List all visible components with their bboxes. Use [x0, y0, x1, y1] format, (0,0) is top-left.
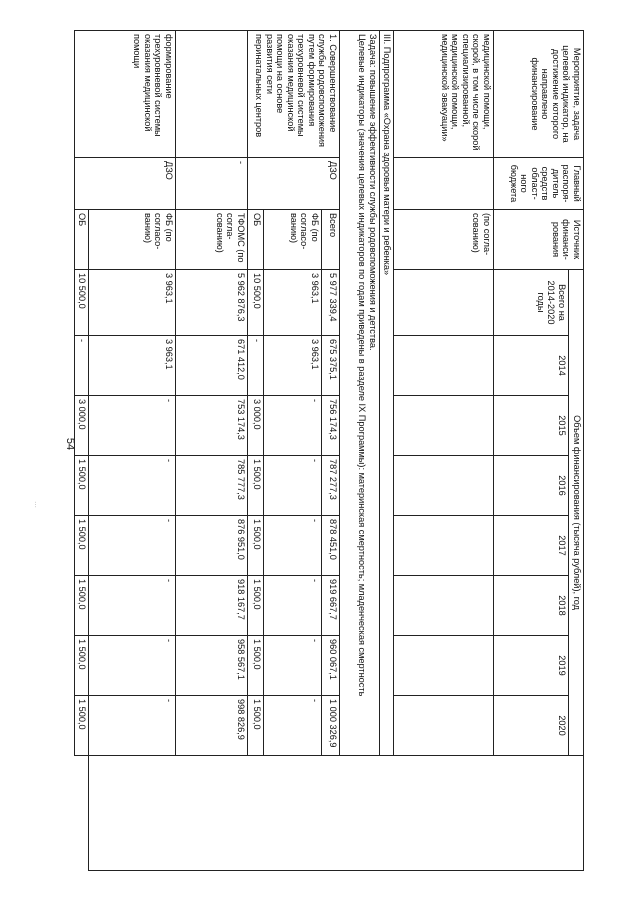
table-row	[322, 31, 340, 871]
value-cell: 998 826,9	[176, 696, 248, 756]
measure2-admin: ДЗО	[75, 158, 176, 210]
value-cell: 3 963,1	[264, 336, 322, 396]
value-cell: 958 567,1	[176, 636, 248, 696]
header-source: Источник финанси-рования	[494, 210, 584, 270]
value-cell: 1 500,0	[75, 696, 89, 756]
header-year-2014: 2014	[494, 336, 569, 396]
value-cell: -	[264, 396, 322, 456]
header-year-2018: 2018	[494, 576, 569, 636]
header-year-2019: 2019	[494, 636, 569, 696]
table-row	[89, 31, 176, 871]
source-cell: Всего	[322, 210, 340, 270]
value-cell: 876 951,0	[176, 516, 248, 576]
value-cell: -	[89, 456, 176, 516]
value-cell: 3 000,0	[248, 396, 264, 456]
source-cell: ТФОМС (по согла-сованию)	[176, 210, 248, 270]
header-measure: Мероприятие, задача целевой индикатор, на достижение которого направлено финансирование	[494, 31, 584, 158]
value-cell: 1 500,0	[248, 636, 264, 696]
value-cell: 1 500,0	[75, 636, 89, 696]
document-page	[77, 30, 584, 870]
value-cell: -	[89, 396, 176, 456]
value-cell: 1 500,0	[248, 456, 264, 516]
value-cell: 675 375,1	[322, 336, 340, 396]
value-cell: 787 277,3	[322, 456, 340, 516]
value-cell: -	[264, 576, 322, 636]
indicators-line: Целевые индикаторы (значения целевых индикаторов по годам приведены в разделе IX Программы): материнская смертность; младенческая смертность	[357, 34, 368, 697]
value-cell: 1 000 326,9	[322, 696, 340, 756]
header-year-2017: 2017	[494, 516, 569, 576]
value-cell: -	[264, 516, 322, 576]
funding-table	[74, 30, 584, 871]
measure1-dash: -	[176, 158, 248, 210]
value-cell: -	[75, 336, 89, 396]
measure2-label: формирование трехуровневой системы оказания медицинской помощи	[75, 31, 176, 158]
source-cell: ОБ	[75, 210, 89, 270]
value-cell: -	[264, 456, 322, 516]
total-cell: 10 500,0	[75, 270, 89, 336]
total-cell: 5 962 876,3	[176, 270, 248, 336]
value-cell: 1 500,0	[248, 696, 264, 756]
continuation-source: (по согла-сованию)	[394, 210, 494, 270]
continuation-row	[394, 31, 494, 871]
value-cell: 753 174,3	[176, 396, 248, 456]
scan-smudge: ...	[32, 501, 42, 508]
value-cell: -	[264, 696, 322, 756]
value-cell: 919 667,7	[322, 576, 340, 636]
measure1-admin: ДЗО	[248, 158, 340, 210]
subprogram-title: III. Подпрограмма «Охрана здоровья матери и ребенка»	[380, 31, 394, 756]
blank-margin-column	[89, 756, 584, 871]
value-cell: 878 451,0	[322, 516, 340, 576]
source-cell: ФБ (по согласо-ванию)	[264, 210, 322, 270]
task-line: Задача: повышение эффективности службы родовспоможения и детства.	[368, 34, 378, 351]
value-cell: 1 500,0	[75, 516, 89, 576]
task-note	[340, 31, 380, 756]
value-cell: -	[248, 336, 264, 396]
value-cell: 960 067,1	[322, 636, 340, 696]
source-cell: ФБ (по согласо-ванию)	[89, 210, 176, 270]
rotated-table-frame	[77, 30, 584, 870]
value-cell: -	[264, 636, 322, 696]
header-year-2020: 2020	[494, 696, 569, 756]
value-cell: 3 963,1	[89, 336, 176, 396]
value-cell: 785 777,3	[176, 456, 248, 516]
table-row	[176, 31, 248, 871]
value-cell: -	[89, 696, 176, 756]
value-cell: -	[89, 516, 176, 576]
header-year-2015: 2015	[494, 396, 569, 456]
value-cell: 1 500,0	[248, 576, 264, 636]
value-cell: 918 167,7	[176, 576, 248, 636]
measure1-label-cont	[176, 31, 248, 158]
total-cell: 10 500,0	[248, 270, 264, 336]
continuation-admin	[394, 158, 494, 210]
value-cell: -	[89, 576, 176, 636]
measure1-label: 1. Совершенствование службы родовспоможения путем формирования трехуровневой системы оказания медицинской помощи на основе развития сети перинатальных центров	[248, 31, 340, 158]
value-cell: 1 500,0	[248, 516, 264, 576]
value-cell: 671 412,0	[176, 336, 248, 396]
value-cell: 3 000,0	[75, 396, 89, 456]
total-cell: 3 963,1	[89, 270, 176, 336]
value-cell: 1 500,0	[75, 456, 89, 516]
total-cell: 3 963,1	[264, 270, 322, 336]
value-cell: 1 500,0	[75, 576, 89, 636]
page-number: 54	[64, 437, 76, 451]
total-cell: 5 977 339,4	[322, 270, 340, 336]
continuation-measure: медицинской помощи, скорой, в том числе скорой специализированной, медицинской помощи, медицинской эвакуации»	[394, 31, 494, 158]
value-cell: 756 174,3	[322, 396, 340, 456]
header-funding: Объем финансирования (тысяча рублей), год	[569, 270, 584, 756]
header-admin: Главный распоря-дитель средств област-ного бюджета	[494, 158, 584, 210]
source-cell: ОБ	[248, 210, 264, 270]
value-cell: -	[89, 636, 176, 696]
header-total: Всего на 2014-2020 годы	[494, 270, 569, 336]
header-year-2016: 2016	[494, 456, 569, 516]
